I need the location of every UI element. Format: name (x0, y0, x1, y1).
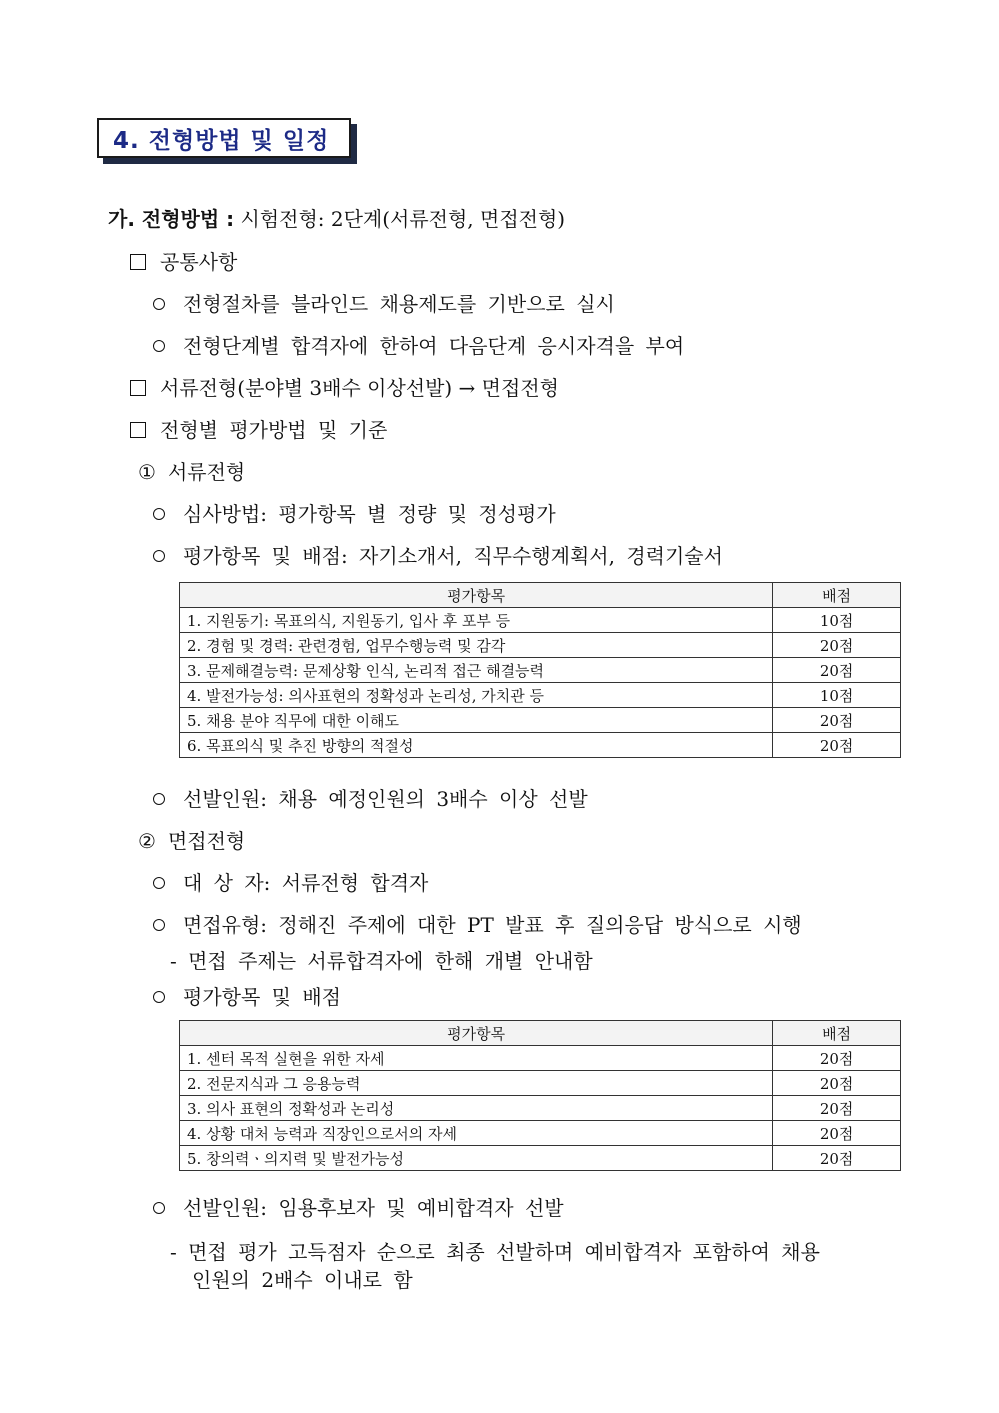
method-label: 가. 전형방법 : (108, 207, 235, 231)
common-heading: 공통사항 (130, 249, 237, 275)
section-title-box (97, 118, 351, 158)
table-row: 2. 경험 및 경력: 관련경험, 업무수행능력 및 감각 20점 (180, 633, 901, 658)
criteria-heading: 전형별 평가방법 및 기준 (130, 417, 387, 443)
interview-type-note: - 면접 주제는 서류합격자에 한해 개별 안내함 (170, 949, 593, 973)
section-title: 4. 전형방법 및 일정 (113, 127, 330, 154)
square-bullet-icon (130, 254, 146, 270)
interview-type: 면접유형: 정해진 주제에 대한 PT 발표 후 질의응답 방식으로 시행 (153, 912, 802, 938)
circle-bullet-icon (153, 991, 165, 1003)
method-heading (108, 206, 565, 232)
interview-selection: 선발인원: 임용후보자 및 예비합격자 선발 (153, 1195, 564, 1221)
header-item: 평가항목 (180, 583, 773, 608)
table-row: 4. 발전가능성: 의사표현의 정확성과 논리성, 가치관 등 10점 (180, 683, 901, 708)
interview-score-table (179, 1020, 901, 1171)
table-row: 1. 센터 목적 실현을 위한 자세 20점 (180, 1046, 901, 1071)
flow-line: 서류전형(분야별 3배수 이상선발) → 면접전형 (130, 375, 559, 401)
common-item-1: 전형절차를 블라인드 채용제도를 기반으로 실시 (153, 291, 615, 317)
doc-score-table (179, 582, 901, 758)
circle-bullet-icon (153, 793, 165, 805)
common-item-2: 전형단계별 합격자에 한하여 다음단계 응시자격을 부여 (153, 333, 684, 359)
circle-bullet-icon (153, 298, 165, 310)
method-desc: 시험전형: 2단계(서류전형, 면접전형) (240, 207, 566, 231)
square-bullet-icon (130, 380, 146, 396)
table-header-row (180, 1021, 901, 1046)
interview-selection-note-2: 인원의 2배수 이내로 함 (192, 1268, 413, 1292)
table-row: 1. 지원동기: 목표의식, 지원동기, 입사 후 포부 등 10점 (180, 608, 901, 633)
interview-target: 대 상 자: 서류전형 합격자 (153, 870, 428, 896)
circle-bullet-icon (153, 919, 165, 931)
table-row: 3. 문제해결능력: 문제상황 인식, 논리적 접근 해결능력 20점 (180, 658, 901, 683)
circle-bullet-icon (153, 1202, 165, 1214)
table-row: 6. 목표의식 및 추진 방향의 적절성 20점 (180, 733, 901, 758)
table-row: 4. 상황 대처 능력과 직장인으로서의 자세 20점 (180, 1121, 901, 1146)
interview-heading: ② 면접전형 (138, 829, 246, 853)
doc-selection: 선발인원: 채용 예정인원의 3배수 이상 선발 (153, 786, 588, 812)
table-row: 5. 채용 분야 직무에 대한 이해도 20점 (180, 708, 901, 733)
table-row: 3. 의사 표현의 정확성과 논리성 20점 (180, 1096, 901, 1121)
table-header-row (180, 583, 901, 608)
header-points: 배점 (773, 583, 901, 608)
header-item: 평가항목 (180, 1021, 773, 1046)
circle-bullet-icon (153, 550, 165, 562)
circled-number-one: ① (138, 460, 156, 484)
doc-items-title: 평가항목 및 배점: 자기소개서, 직무수행계획서, 경력기술서 (153, 543, 723, 569)
interview-items-title: 평가항목 및 배점 (153, 984, 341, 1010)
doc-method: 심사방법: 평가항목 별 정량 및 정성평가 (153, 501, 556, 527)
table-row: 5. 창의력ㆍ의지력 및 발전가능성 20점 (180, 1146, 901, 1171)
circle-bullet-icon (153, 340, 165, 352)
interview-selection-note-1: - 면접 평가 고득점자 순으로 최종 선발하며 예비합격자 포함하여 채용 (170, 1240, 820, 1264)
table-row: 2. 전문지식과 그 응용능력 20점 (180, 1071, 901, 1096)
circle-bullet-icon (153, 877, 165, 889)
square-bullet-icon (130, 422, 146, 438)
doc-screening-heading: ① 서류전형 (138, 460, 246, 484)
header-points: 배점 (773, 1021, 901, 1046)
circle-bullet-icon (153, 508, 165, 520)
circled-number-two: ② (138, 829, 156, 853)
